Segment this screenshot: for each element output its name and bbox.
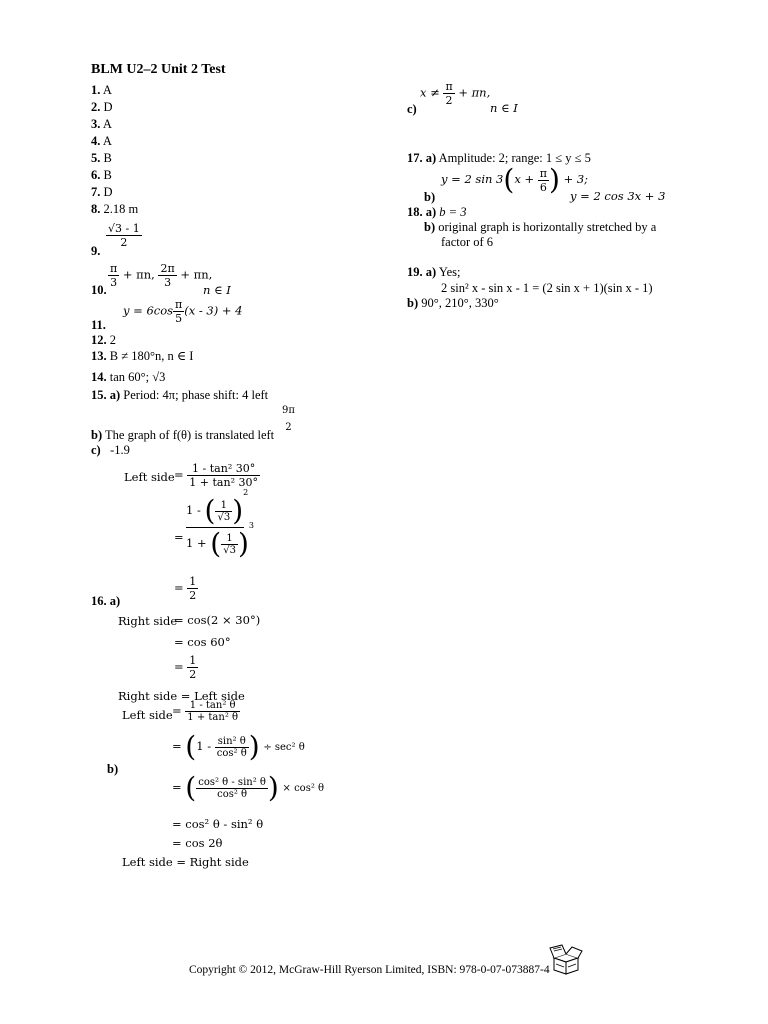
q15c-right-label: c) xyxy=(407,102,417,116)
q17a: 17. a) Amplitude: 2; range: 1 ≤ y ≤ 5 xyxy=(407,151,591,165)
q16b-b3-post: × cos² θ xyxy=(282,783,325,794)
q16a-inner-den-2: √3 xyxy=(223,544,236,556)
q10-number: 10. xyxy=(91,283,107,297)
q9-numerator: √3 - 1 xyxy=(108,222,140,235)
rc-c-mid: + πn, xyxy=(458,85,491,100)
q16a-pow-bot: 3 xyxy=(248,521,254,531)
q16a-left-side-label: Left side xyxy=(124,470,175,484)
q10-set: n ∈ I xyxy=(203,283,231,297)
q17b-alt: y = 2 cos 3x + 3 xyxy=(570,189,666,203)
q13: 13. B ≠ 180°n, n ∈ I xyxy=(91,349,194,363)
q16b-b2-num: sin² θ xyxy=(215,736,249,748)
list-item: 2. D xyxy=(91,100,113,114)
q16b-b3-den: cos² θ xyxy=(217,788,248,800)
open-box-icon xyxy=(548,942,584,976)
q15b-frac-den: 2 xyxy=(285,422,292,433)
q16a-line3: = $\frac{1}{2}$ xyxy=(174,575,197,602)
q16a-r3-den: 2 xyxy=(189,668,197,681)
q10-frac-a-num: π xyxy=(110,262,118,275)
q9-fraction xyxy=(106,222,142,249)
q19a: 19. a) Yes; xyxy=(407,265,461,279)
copyright-footer: Copyright © 2012, McGraw-Hill Ryerson Limited, ISBN: 978-0-07-073887-4 xyxy=(189,964,550,976)
q11-frac-den: 5 xyxy=(175,312,183,325)
q9-number: 9. xyxy=(91,244,101,258)
q12: 12. 2 xyxy=(91,333,116,347)
q19a-equation: 2 sin² x - sin x - 1 = (2 sin x + 1)(sin x - 1) xyxy=(441,281,653,295)
q11-frac-num: π xyxy=(175,298,183,311)
q10-frac-b-den: 3 xyxy=(164,276,172,289)
q17b-end: + 3; xyxy=(563,172,589,186)
q16a-line2-eq: = xyxy=(174,530,184,544)
q16-number: 16. a) xyxy=(91,594,121,608)
list-item: 3. A xyxy=(91,117,112,131)
q16b-b2-den: cos² θ xyxy=(216,747,247,759)
q10-frac-a-den: 3 xyxy=(110,276,118,289)
q16a-l1-den: 1 + tan² 30° xyxy=(189,476,258,489)
q16b-line5: = cos 2θ xyxy=(172,836,223,850)
answer-list xyxy=(91,83,138,217)
q16a-inner-den: √3 xyxy=(217,511,231,523)
q16a-r2: = cos 60° xyxy=(174,635,231,649)
q15b: b) The graph of f(θ) is translated left xyxy=(91,428,275,442)
q16a-r4: Right side = Left side xyxy=(118,689,245,703)
list-item: 8. 2.18 m xyxy=(91,202,139,216)
q18a: 18. a) b = 3 xyxy=(407,205,467,219)
q16a-r3-num: 1 xyxy=(189,654,197,667)
q16b-b1-num: 1 - tan² θ xyxy=(185,700,240,712)
q15c-right-set: n ∈ I xyxy=(490,101,518,115)
q16b-b2-pre: 1 - xyxy=(196,739,212,753)
q16b-line3: = ( $\frac{\text{cos² θ - sin² θ}}{\text{cos² θ}}$ ) × cos² θ xyxy=(172,771,325,804)
page-title: BLM U2–2 Unit 2 Test xyxy=(91,62,226,77)
q16a-l2-one-den: 1 + xyxy=(186,536,207,550)
q18b: b) original graph is horizontally stretched by a xyxy=(424,220,657,234)
q15a: 15. a) Period: 4π; phase shift: 4 left xyxy=(91,388,269,402)
q16b-b2-post: ÷ sec² θ xyxy=(263,742,305,753)
q16a-line2-fraction xyxy=(186,488,254,560)
q17b-expression: y = 2 sin 3(x + $\frac{\pi}{6}$ ) + 3; xyxy=(441,163,589,196)
q10-end: + πn, xyxy=(180,267,213,282)
q16a-right-side-label: Right side xyxy=(118,614,178,628)
q17b-lhs: y = 2 sin 3 xyxy=(441,172,504,186)
q9-denominator: 2 xyxy=(120,236,128,249)
q16a-r1: = cos(2 × 30°) xyxy=(174,613,261,627)
q10-frac-b-num: 2π xyxy=(160,262,175,275)
q10-expression xyxy=(108,262,212,289)
q16a-r3: = $\frac{1}{2}$ xyxy=(174,654,197,681)
q15b-frac-num: 9π xyxy=(282,405,295,416)
q16a-line1: = $\frac{\text{1 - tan² 30°}}{\text{1 + tan² 30°}}$ xyxy=(174,462,258,489)
q11-rest: (x - 3) + 4 xyxy=(184,303,243,318)
q14: 14. tan 60°; √3 xyxy=(91,370,166,384)
q16a-l2-denominator: 1 + ( $\frac{1}{√3}$ )$^3$ xyxy=(186,521,254,560)
rc-c-lhs: x ≠ xyxy=(420,85,440,100)
q16b-b1-den: 1 + tan² θ xyxy=(187,712,239,723)
rc-c-den: 2 xyxy=(445,94,453,107)
q15b-fraction xyxy=(280,405,297,433)
q11-lhs: y = 6cos xyxy=(123,303,174,318)
q16a-inner-num-2: 1 xyxy=(221,533,238,545)
q17b-x: x + xyxy=(514,172,535,186)
q16b-line2: = (1 - $\frac{\text{sin² θ}}{\text{cos² θ}}$ ) ÷ sec² θ xyxy=(172,730,305,763)
q16a-l2-one: 1 - xyxy=(186,503,201,517)
q11-number: 11. xyxy=(91,318,106,332)
q16b-b3-num: cos² θ - sin² θ xyxy=(198,776,266,788)
list-item: 1. A xyxy=(91,83,112,97)
q16a-inner-num: 1 xyxy=(215,500,232,512)
q16a-l2-numerator: 1 - ( $\frac{1}{√3}$ )$^2$ xyxy=(186,488,249,527)
q15c-right-expression xyxy=(420,80,490,107)
q16b-line6: Left side = Right side xyxy=(122,855,249,869)
q16b-left-side-label: Left side xyxy=(122,708,173,722)
list-item: 6. B xyxy=(91,168,112,182)
q16b-line4: = cos² θ - sin² θ xyxy=(172,817,264,831)
q16a-l1-num: 1 - tan² 30° xyxy=(187,462,260,476)
list-item: 7. D xyxy=(91,185,113,199)
q11-expression xyxy=(123,298,243,325)
rc-c-num: π xyxy=(445,80,453,93)
q18b-cont: factor of 6 xyxy=(441,235,494,249)
q15c: c) -1.9 xyxy=(91,443,130,457)
q16b-label: b) xyxy=(107,762,119,776)
q17b-den: 6 xyxy=(539,180,547,194)
q17b-label: b) xyxy=(424,190,436,204)
q16a-pow-top: 2 xyxy=(243,488,249,498)
list-item: 5. B xyxy=(91,151,112,165)
q19b: b) 90°, 210°, 330° xyxy=(407,296,499,310)
q10-mid: + πn, xyxy=(122,267,155,282)
q17b-num: π xyxy=(539,166,547,180)
q16a-l3-num: 1 xyxy=(189,575,197,588)
list-item: 4. A xyxy=(91,134,112,148)
q16a-l3-den: 2 xyxy=(189,589,197,602)
q16b-line1: = $\frac{\text{1 - tan² θ}}{\text{1 + tan² θ}}$ xyxy=(172,700,239,723)
